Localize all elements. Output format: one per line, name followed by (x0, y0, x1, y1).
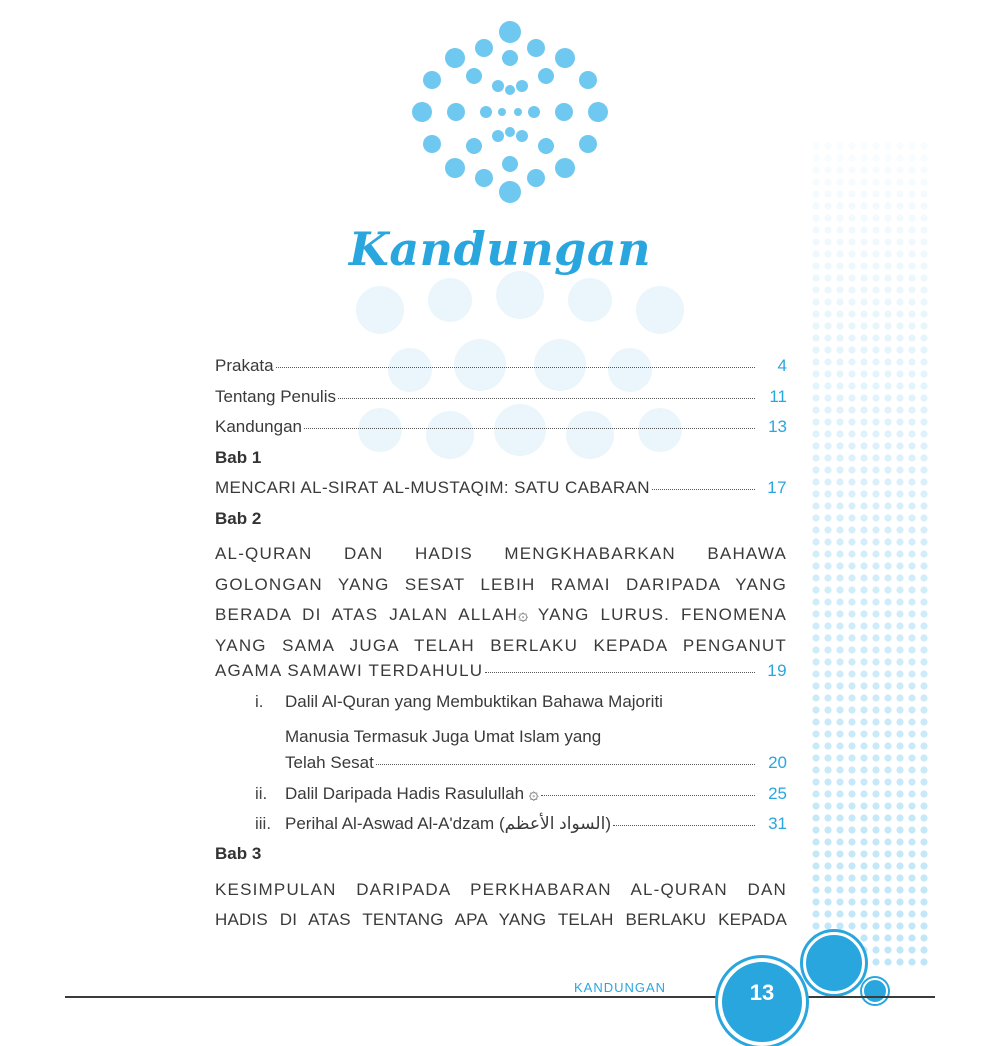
chapter-heading-bab-2: Bab 2 (215, 508, 262, 528)
page-number-badge: 13 (718, 958, 806, 1046)
chapter-title-line: GOLONGAN YANG SESAT LEBIH RAMAI DARIPADA YANG (215, 574, 787, 594)
leader-dots (652, 489, 755, 490)
dot-ornament (410, 18, 610, 208)
toc-label: MENCARI AL-SIRAT AL-MUSTAQIM: SATU CABARAN (215, 478, 650, 497)
toc-page-number: 31 (768, 813, 787, 833)
toc-entry-tentang-penulis[interactable] (215, 387, 787, 418)
leader-dots (276, 367, 755, 368)
leader-dots (338, 398, 755, 399)
footer-section-label: KANDUNGAN (574, 980, 667, 995)
toc-entry-bab-1[interactable] (215, 478, 787, 509)
toc-page-number: 4 (777, 356, 787, 375)
roman-numeral: i. (255, 691, 264, 711)
chapter-heading-bab-1: Bab 1 (215, 447, 262, 467)
leader-dots (304, 428, 755, 429)
chapter-title-line: AL-QURAN DAN HADIS MENGKHABARKAN BAHAWA (215, 544, 787, 563)
toc-page-number: 17 (767, 478, 787, 497)
toc-page-number: 25 (768, 784, 787, 803)
toc-entry-prakata[interactable] (215, 356, 787, 387)
toc-subentry-iii[interactable] (215, 814, 787, 845)
chapter-title-line: YANG SAMA JUGA TELAH BERLAKU KEPADA PENGANUT (215, 635, 787, 655)
decorative-circle (803, 932, 865, 994)
toc-label: Dalil Daripada Hadis Rasulullah ۞ (285, 784, 539, 803)
chapter-title-line: BERADA DI ATAS JALAN ALLAH۞ YANG LURUS. FENOMENA (215, 605, 787, 624)
chapter-title-line: KESIMPULAN DARIPADA PERKHABARAN AL-QURAN DAN (215, 879, 787, 899)
toc-entry-kandungan[interactable] (215, 417, 787, 448)
roman-numeral: iii. (255, 813, 272, 833)
leader-dots (541, 795, 755, 796)
chapter-heading-bab-3: Bab 3 (215, 844, 262, 863)
toc-label: Telah Sesat (285, 752, 374, 772)
toc-label: Dalil Al-Quran yang Membuktikan Bahawa Majoriti (285, 691, 663, 711)
page-title: Kandungan (348, 222, 652, 276)
toc-page-number: 20 (768, 752, 787, 772)
leader-dots (376, 764, 755, 765)
toc-page-number: 13 (768, 417, 787, 436)
toc-page-number: 19 (767, 661, 787, 680)
toc-subentry-i[interactable] (215, 692, 787, 723)
roman-numeral: ii. (255, 784, 268, 803)
toc-subentry-continuation: Manusia Termasuk Juga Umat Islam yang (285, 727, 602, 746)
toc-label: Tentang Penulis (215, 386, 336, 406)
toc-subentry-ii[interactable] (215, 783, 787, 814)
toc-label: Kandungan (215, 417, 302, 436)
leader-dots (485, 672, 755, 673)
chapter-title-line: HADIS DI ATAS TENTANG APA YANG TELAH BERLAKU KEPADA (215, 910, 787, 929)
toc-label: AGAMA SAMAWI TERDAHULU (215, 661, 484, 680)
toc-subentry-i-end[interactable] (215, 753, 787, 784)
table-of-contents (215, 356, 787, 936)
toc-page-number: 11 (769, 386, 787, 406)
decorative-circle (862, 978, 888, 1004)
toc-label: Prakata (215, 356, 274, 375)
toc-entry-bab-2[interactable] (215, 661, 787, 692)
toc-label: Perihal Al-Aswad Al-A'dzam (السواد الأعظم) (285, 813, 611, 833)
leader-dots (613, 825, 755, 826)
